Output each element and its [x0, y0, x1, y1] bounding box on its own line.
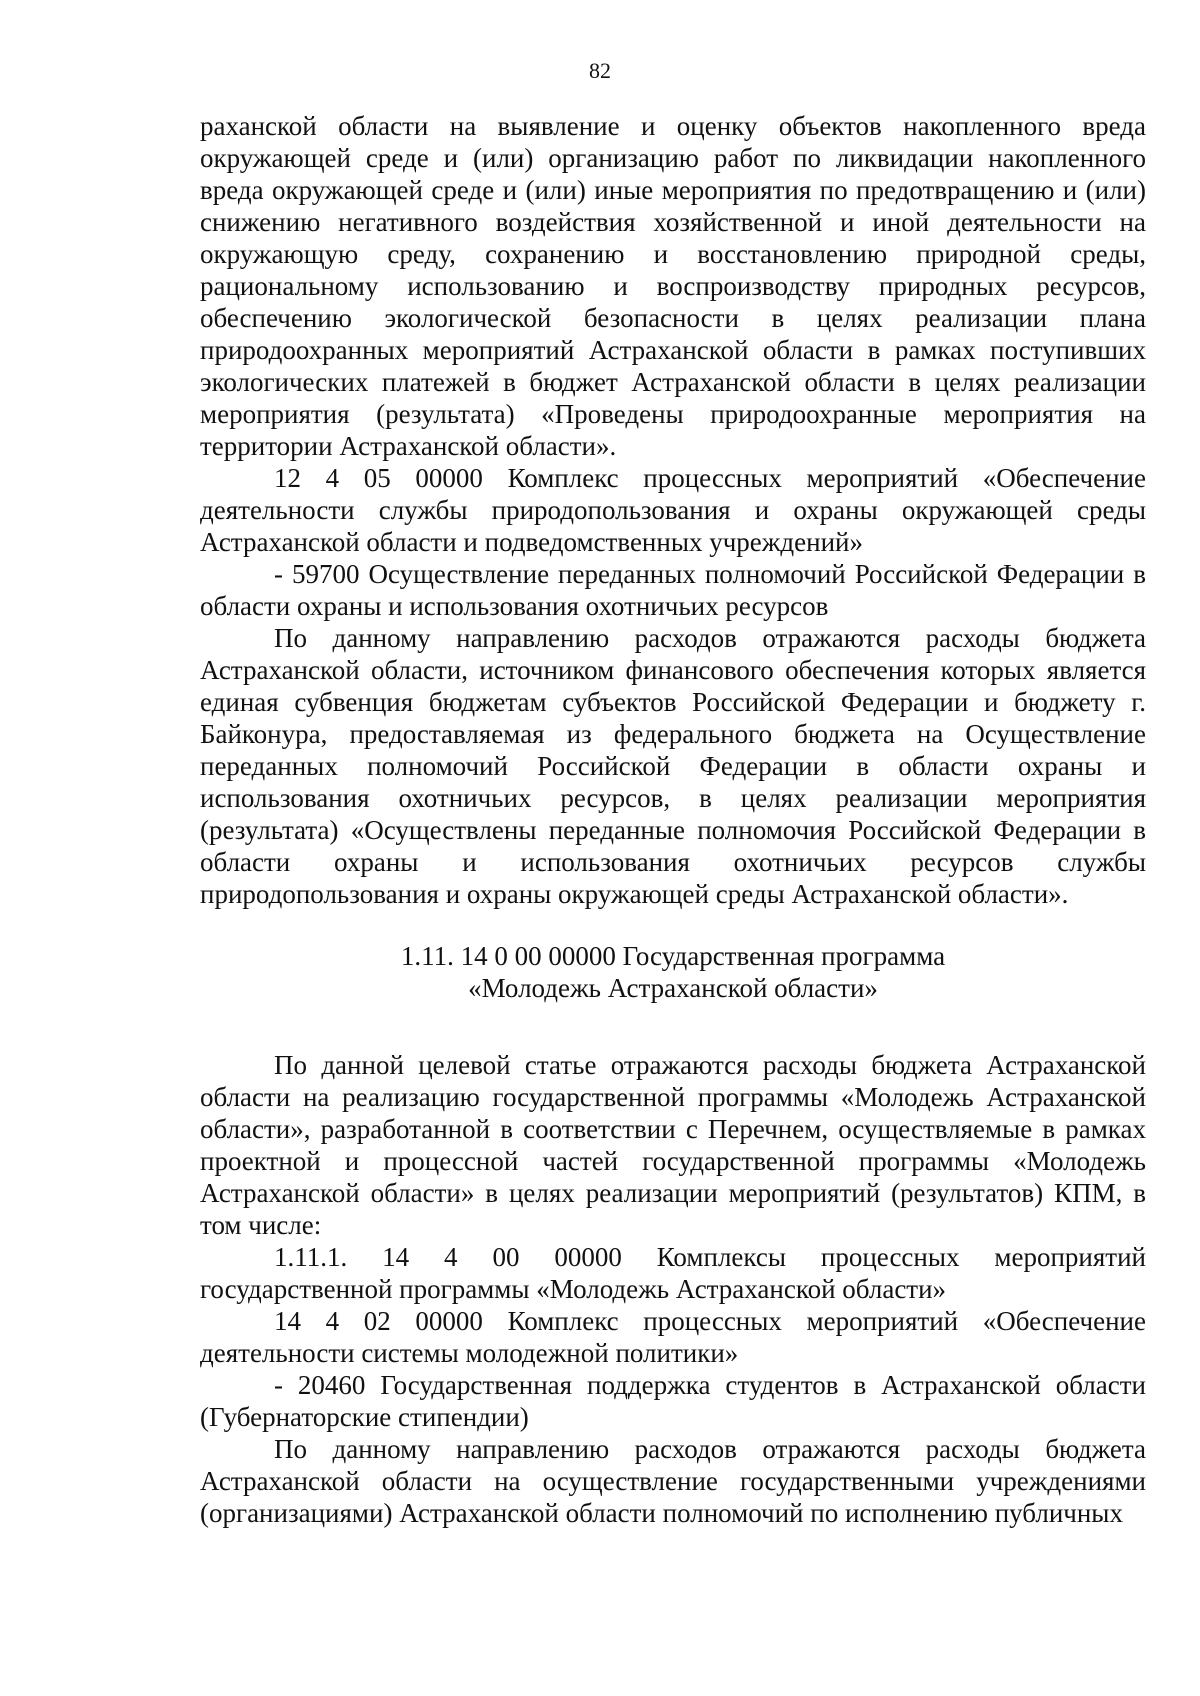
paragraph-expense-59700: - 59700 Осуществление переданных полномочий Российской Федерации в области охраны и использования охотничьих ресурсов — [200, 559, 1146, 621]
paragraph-expense-20460-description: По данному направлению расходов отражаются расходы бюджета Астраханской области на осуществление государственными учреждениями (организациями) Астраханской области полномочий по исполнению публичных — [200, 1434, 1146, 1528]
paragraph-complex-12-4-05: 12 4 05 00000 Комплекс процессных мероприятий «Обеспечение деятельности службы природопользования и охраны окружающей среды Астраханской области и подведомственных учреждений» — [200, 463, 1146, 557]
page-number: 82 — [589, 58, 611, 83]
paragraph-complex-14-4-02: 14 4 02 00000 Комплекс процессных мероприятий «Обеспечение деятельности системы молодежной политики» — [200, 1306, 1146, 1368]
section-heading-line-1: 1.11. 14 0 00 00000 Государственная программа — [400, 941, 946, 971]
paragraph-expense-20460: - 20460 Государственная поддержка студентов в Астраханской области (Губернаторские стипендии) — [200, 1370, 1146, 1432]
document-body — [200, 110, 1146, 1529]
section-heading — [200, 940, 1146, 1004]
paragraph-program-description: По данной целевой статье отражаются расходы бюджета Астраханской области на реализацию государственной программы «Молодежь Астраханской области», разработанной в соответствии с Перечнем, осуществляемые в рамках проектной и процессной частей государственной программы «Молодежь Астраханской области» в целях реализации мероприятий (результатов) КПМ, в том числе: — [200, 1050, 1146, 1240]
paragraph-subsection-1-11-1: 1.11.1. 14 4 00 00000 Комплексы процессных мероприятий государственной программы «Молодежь Астраханской области» — [200, 1242, 1146, 1304]
section-heading-line-2: «Молодежь Астраханской области» — [468, 973, 878, 1003]
paragraph-intro-continuation: раханской области на выявление и оценку объектов накопленного вреда окружающей среде и (или) организацию работ по ликвидации накопленного вреда окружающей среде и (или) иные мероприятия по предотвращению и (или) снижению негативного воздействия хозяйственной и иной деятельности на окружающую среду, сохранению и восстановлению природной среды, рациональному использованию и воспроизводству природных ресурсов, обеспечению экологической безопасности в целях реализации плана природоохранных мероприятий Астраханской области в рамках поступивших экологических платежей в бюджет Астраханской области в целях реализации мероприятия (результата) «Проведены природоохранные мероприятия на территории Астраханской области». — [200, 111, 1146, 461]
paragraph-expense-59700-description: По данному направлению расходов отражаются расходы бюджета Астраханской области, источником финансового обеспечения которых является единая субвенция бюджетам субъектов Российской Федерации и бюджету г. Байконура, предоставляемая из федерального бюджета на Осуществление переданных полномочий Российской Федерации в области охраны и использования охотничьих ресурсов, в целях реализации мероприятия (результата) «Осуществлены переданные полномочия Российской Федерации в области охраны и использования охотничьих ресурсов службы природопользования и охраны окружающей среды Астраханской области». — [200, 623, 1146, 909]
